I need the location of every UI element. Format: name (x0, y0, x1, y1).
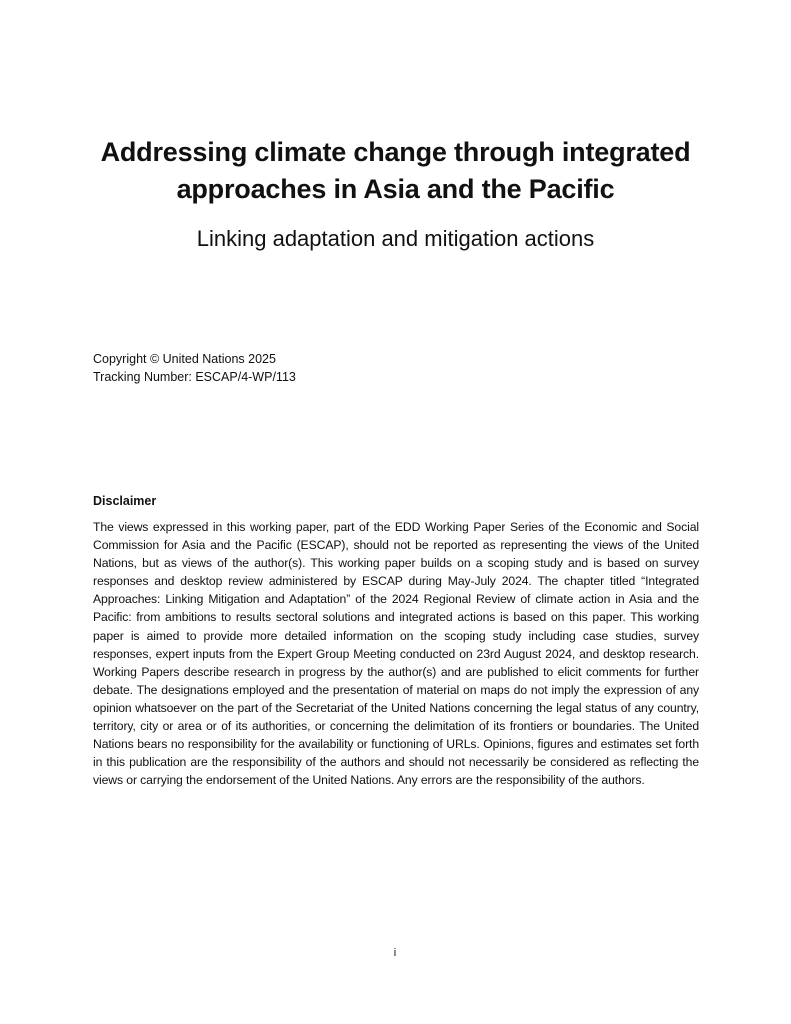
document-title-line-2: approaches in Asia and the Pacific (176, 174, 615, 204)
document-subtitle: Linking adaptation and mitigation actions (196, 226, 595, 251)
disclaimer-heading: Disclaimer (93, 494, 157, 508)
copyright-notice: Copyright © United Nations 2025 (93, 352, 276, 366)
tracking-number: Tracking Number: ESCAP/4-WP/113 (93, 370, 296, 384)
document-title-line-1: Addressing climate change through integrated (100, 137, 691, 167)
page-number: i (393, 947, 397, 959)
document-title (60, 134, 731, 208)
disclaimer-text: The views expressed in this working paper, part of the EDD Working Paper Series of the Economic and Social Commission for Asia and the Pacific (ESCAP), should not be reported as representing the views of the United Nations, but as views of the author(s). This working paper builds on a scoping study and is based on survey responses and desktop review administered by ESCAP during May-July 2024. The chapter titled “Integrated Approaches: Linking Mitigation and Adaptation” of the 2024 Regional Review of climate action in Asia and the Pacific: from ambitions to results sectoral solutions and integrated actions is based on this paper. This working paper is aimed to provide more detailed information on the scoping study including case studies, survey responses, expert inputs from the Expert Group Meeting conducted on 23rd August 2024, and desktop research. Working Papers describe research in progress by the author(s) and are published to elicit comments for further debate. The designations employed and the presentation of material on maps do not imply the expression of any opinion whatsoever on the part of the Secretariat of the United Nations concerning the legal status of any country, territory, city or area or of its authorities, or concerning the delimitation of its frontiers or boundaries. The United Nations bears no responsibility for the availability or functioning of URLs. Opinions, figures and estimates set forth in this publication are the responsibility of the authors and should not necessarily be considered as reflecting the views or carrying the endorsement of the United Nations. Any errors are the responsibility of the authors. (93, 520, 699, 788)
publication-info (93, 350, 296, 386)
